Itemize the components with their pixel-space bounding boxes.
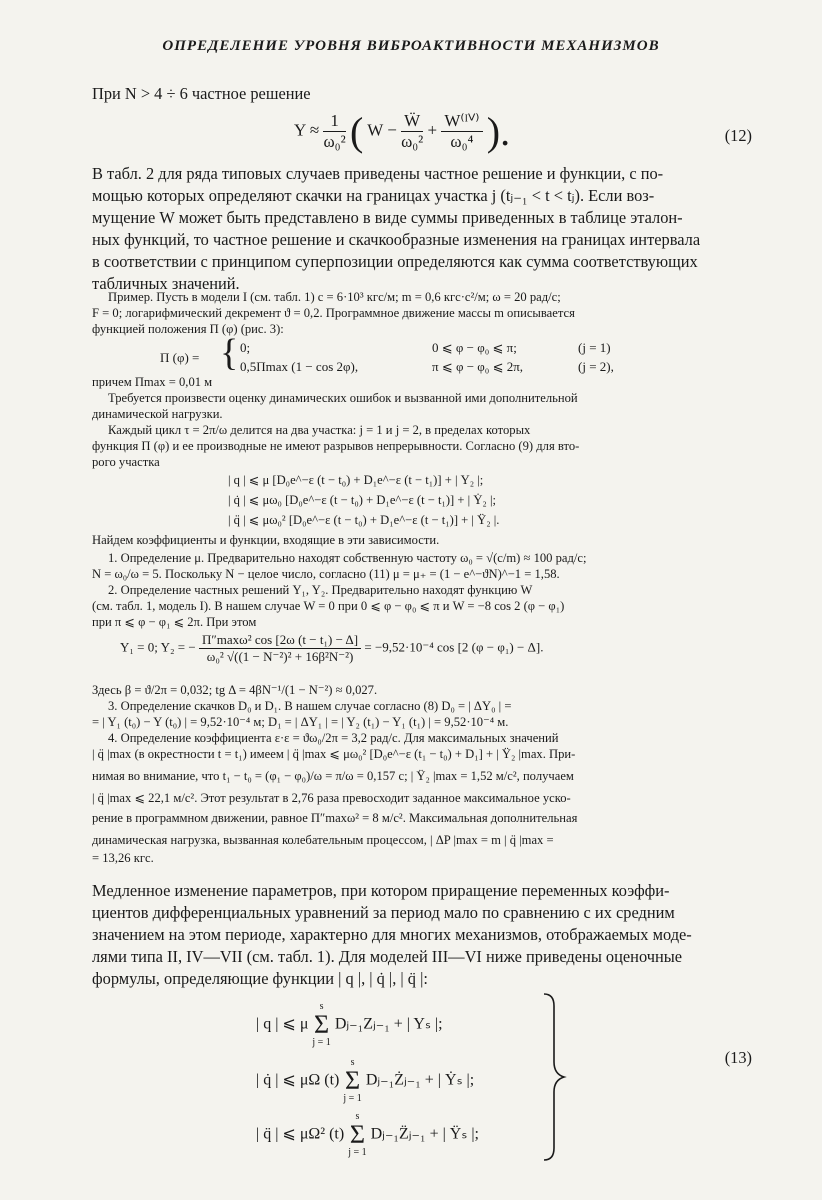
eq12-coef: $\frac{1}{\text{ω₀²}}$	[323, 111, 346, 151]
steps-line-9: динамическая нагрузка, вызванная колебательным процессом, | ΔP |max = m | q̈ |max =	[92, 833, 554, 847]
y-eq-fraction: $\frac{\text{П″maxω² cos [2ω (t − t₁) − Δ]}}{\text{ω₀² √((1 − N⁻²)² + 16β²N⁻²)}}$	[199, 632, 361, 665]
eq12-lhs: Y ≈	[294, 120, 320, 140]
para2-line-5: формулы, определяющие функции | q |, | q̇ |, | q̈ |:	[92, 969, 428, 988]
steps-line-2: 3. Определение скачков D₀ и D₁. В нашем случае согласно (8) D₀ = | ΔY₀ | =	[108, 699, 512, 713]
para1-line-1: В табл. 2 для ряда типовых случаев приведены частное решение и функции, с по-	[92, 164, 664, 183]
steps-line-4: 4. Определение коэффициента ε·ε = ϑω₀/2π = 3,2 рад/с. Для максимальных значений	[108, 731, 559, 745]
equation-number-12: (12)	[724, 126, 752, 145]
eq13-row-1	[256, 1002, 443, 1048]
after-line-2: Требуется произвести оценку динамических ошибок и вызванной ими дополнительной	[108, 391, 578, 405]
para1-line-4: ных функций, то частное решение и скачкообразные изменения на границах интервала	[92, 230, 701, 249]
eq13-row3-right: Dⱼ₋₁Z̈ⱼ₋₁ + | Ÿₛ |;	[370, 1125, 479, 1143]
piecewise-lhs: П (φ) =	[160, 350, 200, 365]
piecewise-brace: {	[220, 332, 239, 374]
eq13-row3-sum: s Σ j = 1	[348, 1111, 367, 1158]
find-line-3: N = ω₀/ω = 5. Поскольку N − целое число, согласно (11) μ = μ₊ = (1 − e^−ϑN)^−1 = 1,58.	[92, 567, 560, 581]
steps-line-5: | q̈ |max (в окрестности t = t₁) имеем | q̈ |max ⩽ μω₀² [D₀e^−ε (t₁ − t₀) + D₁] + | Ÿ₂ |max. При-	[92, 747, 576, 761]
ineq-line-1: | q | ⩽ μ [D₀e^−ε (t − t₀) + D₁e^−ε (t − t₁)] + | Y₂ |;	[228, 473, 484, 487]
steps-line-8: рение в программном движении, равное П″maxω² = 8 м/с². Максимальная дополнительная	[92, 811, 578, 825]
piecewise-row1-j: (j = 1)	[578, 340, 611, 355]
eq12-term3: $\frac{\text{W⁽ᴵⱽ⁾}}{\text{ω₀⁴}}$	[441, 111, 482, 152]
steps-line-3: = | Y₁ (t₀) − Y (t₀) | = 9,52·10⁻⁴ м; D₁ = | ΔY₁ | = | Y₂ (t₁) − Y₁ (t₁) | = 9,52·10⁻⁴ м.	[92, 715, 509, 729]
eq13-row1-left: | q | ⩽ μ	[256, 1015, 309, 1033]
example-line-3: функцией положения П (φ) (рис. 3):	[92, 322, 284, 336]
example-line-2: F = 0; логарифмический декремент ϑ = 0,2. Программное движение массы m описывается	[92, 306, 575, 320]
para1-line-5: в соответствии с принципом суперпозиции определяются как сумма соответствующих	[92, 252, 698, 271]
eq13-row1-sum: s Σ j = 1	[312, 1001, 331, 1048]
y-eq-right: = −9,52·10⁻⁴ cos [2 (φ − φ₁) − Δ].	[364, 639, 544, 655]
equation-12: Y ≈ $\frac{1}{\text{ω₀²}}$ ( W − $\frac{\text{Ẅ}}{\text{ω₀²}}$ + $\frac{\text{W⁽ᴵⱽ⁾}}{\text{ω₀⁴}}$ ).	[294, 109, 511, 154]
eq12-term2: $\frac{\text{Ẅ}}{\text{ω₀²}}$	[401, 111, 424, 151]
running-header: ОПРЕДЕЛЕНИЕ УРОВНЯ ВИБРОАКТИВНОСТИ МЕХАНИЗМОВ	[162, 38, 660, 54]
para2-line-4: лями типа II, IV—VII (см. табл. 1). Для моделей III—VI ниже приведены оценочные	[92, 947, 683, 966]
para2-line-2: циентов дифференциальных уравнений за период мало по сравнению с их средним	[92, 903, 675, 922]
intro-line: При N > 4 ÷ 6 частное решение	[92, 84, 311, 103]
eq13-row-2	[256, 1058, 474, 1104]
piecewise-row1-condition: 0 ⩽ φ − φ₀ ⩽ π;	[432, 340, 517, 355]
ineq-line-2: | q̇ | ⩽ μω₀ [D₀e^−ε (t − t₀) + D₁e^−ε (t − t₁)] + | Ẏ₂ |;	[228, 493, 496, 507]
steps-line-7: | q̈ |max ⩽ 22,1 м/с². Этот результат в 2,76 раза превосходит заданное максимальное уско-	[92, 791, 571, 805]
after-line-4: Каждый цикл τ = 2π/ω делится на два участка: j = 1 и j = 2, в пределах которых	[108, 423, 531, 437]
find-line-2: 1. Определение μ. Предварительно находят собственную частоту ω₀ = √(c/m) ≈ 100 рад/с;	[108, 551, 587, 565]
para2-line-1: Медленное изменение параметров, при котором приращение переменных коэффи-	[92, 881, 670, 900]
eq12-term1: W −	[367, 120, 397, 140]
eq13-row3-left: | q̈ | ⩽ μΩ² (t)	[256, 1125, 345, 1143]
after-line-6: рого участка	[92, 455, 160, 469]
equation-13	[256, 988, 556, 1160]
after-line-3: динамической нагрузки.	[92, 407, 223, 421]
eq13-row2-left: | q̇ | ⩽ μΩ (t)	[256, 1071, 340, 1089]
piecewise-row2-j: (j = 2),	[578, 359, 614, 374]
ineq-line-3: | q̈ | ⩽ μω₀² [D₀e^−ε (t − t₀) + D₁e^−ε (t − t₁)] + | Ÿ₂ |.	[228, 513, 500, 527]
steps-line-6: нимая во внимание, что t₁ − t₀ = (φ₁ − φ₀)/ω = π/ω = 0,157 с; | Ÿ₂ |max = 1,52 м/с², получаем	[92, 769, 574, 783]
eq13-row-3	[256, 1112, 479, 1158]
after-line-5: функция П (φ) и ее производные не имеют разрывов непрерывности. Согласно (9) для вто-	[92, 439, 580, 453]
find-line-6: при π ⩽ φ − φ₁ ⩽ 2π. При этом	[92, 615, 257, 629]
example-line-1: Пример. Пусть в модели I (см. табл. 1) c = 6·10³ кгс/м; m = 0,6 кгс·c²/м; ω = 20 рад/с;	[108, 290, 561, 304]
after-line-1: причем Пmax = 0,01 м	[92, 375, 213, 389]
y-equation	[120, 632, 543, 665]
para2-line-3: значением на этом периоде, характерно для многих механизмов, отображаемых моде-	[92, 925, 692, 944]
piecewise-row2-value: 0,5Пmax (1 − cos 2φ),	[240, 359, 359, 374]
eq12-close: ).	[486, 109, 511, 154]
eq12-plus: +	[427, 120, 438, 140]
para1-line-6: табличных значений.	[92, 274, 240, 293]
steps-line-10: = 13,26 кгс.	[92, 851, 154, 865]
eq13-right-brace	[540, 992, 570, 1162]
para1-line-3: мущение W может быть представлено в виде суммы приведенных в таблице эталон-	[92, 208, 683, 227]
piecewise-function	[160, 332, 660, 378]
equation-number-13: (13)	[724, 1048, 752, 1067]
steps-line-1: Здесь β = ϑ/2π = 0,032; tg Δ = 4βN⁻¹/(1 − N⁻²) ≈ 0,027.	[92, 683, 378, 697]
find-line-4: 2. Определение частных решений Y₁, Y₂. Предварительно находят функцию W	[108, 583, 533, 597]
eq13-row1-right: Dⱼ₋₁Zⱼ₋₁ + | Yₛ |;	[334, 1015, 443, 1033]
find-line-1: Найдем коэффициенты и функции, входящие в эти зависимости.	[92, 533, 440, 547]
eq13-row2-sum: s Σ j = 1	[343, 1057, 362, 1104]
y-eq-left: Y₁ = 0; Y₂ = −	[120, 639, 196, 655]
find-line-5: (см. табл. 1, модель I). В нашем случае W = 0 при 0 ⩽ φ − φ₀ ⩽ π и W = −8 cos 2 (φ − φ₁)	[92, 599, 565, 613]
piecewise-row1-value: 0;	[240, 340, 251, 355]
para1-line-2: мощью которых определяют скачки на границах участка j (tⱼ₋₁ < t < tⱼ). Если воз-	[92, 186, 655, 205]
piecewise-row2-condition: π ⩽ φ − φ₀ ⩽ 2π,	[432, 359, 524, 374]
eq13-row2-right: Dⱼ₋₁Żⱼ₋₁ + | Ẏₛ |;	[365, 1071, 475, 1089]
